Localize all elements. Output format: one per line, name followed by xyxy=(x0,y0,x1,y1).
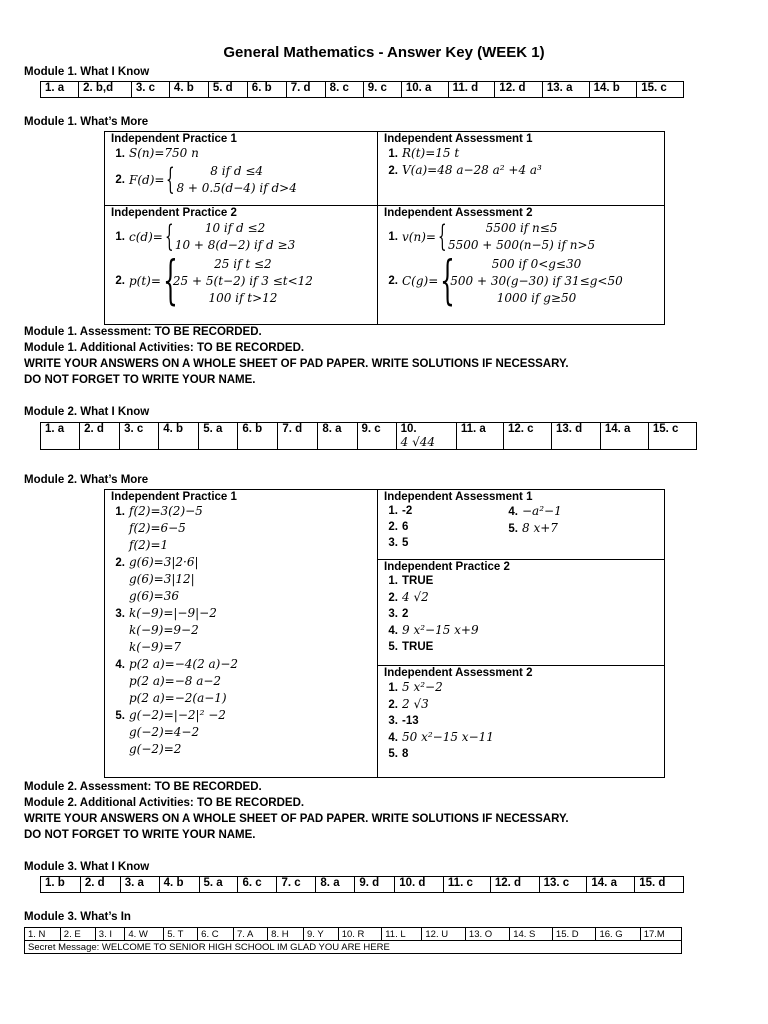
m2-ip1-line xyxy=(111,571,371,588)
m2-more-heading: Module 2. What’s More xyxy=(24,474,149,486)
m2-ia2-answer-3: -13 xyxy=(402,715,419,727)
m3-in-answer-cell: 10. R xyxy=(338,928,382,941)
m2-know-table xyxy=(40,422,697,450)
m2-ia2-answer-4: 50 x²−15 x−11 xyxy=(402,730,494,744)
m3-know-answer-cell: 5. a xyxy=(199,877,238,893)
m2-know-answer-cell: 13. d xyxy=(551,423,600,450)
m3-know-answer-cell: 2. d xyxy=(80,877,120,893)
m3-know-answer-cell: 6. c xyxy=(238,877,277,893)
secret-message: Secret Message: WELCOME TO SENIOR HIGH SCHOOL IM GLAD YOU ARE HERE xyxy=(25,941,682,954)
m1-ip1-answer-2-case-1: 8 if d ≤4 xyxy=(210,164,264,178)
m2-ia1-answer-4: −a²−1 xyxy=(522,504,562,518)
m1-ip2-answer-1-lhs: c(d)= xyxy=(129,230,163,244)
m3-in-answer-cell: 12. U xyxy=(422,928,466,941)
m1-ia2-answer-1-case-2: 5500 + 500(n−5) if n>5 xyxy=(447,238,596,252)
m1-know-table xyxy=(40,81,684,98)
m3-know-answer-cell: 4. b xyxy=(159,877,199,893)
m2-know-answer-cell: 14. a xyxy=(600,423,648,450)
m1-know-heading: Module 1. What I Know xyxy=(24,66,150,78)
m1-know-answer-cell: 13. a xyxy=(542,82,589,98)
m3-know-answer-cell: 9. d xyxy=(355,877,395,893)
m2-ip1-line xyxy=(111,690,371,707)
m2-ip1-line xyxy=(111,741,371,758)
m3-know-answer-cell: 8. a xyxy=(316,877,355,893)
m3-know-answer-cell: 1. b xyxy=(41,877,81,893)
m1-know-answer-cell: 9. c xyxy=(363,82,401,98)
m1-ip2-answer-2-case-3: 100 if t>12 xyxy=(208,290,278,305)
brace-icon: { xyxy=(166,162,176,197)
solution-step: f(2)=3(2)−5 xyxy=(129,504,203,518)
m3-know-answer-cell: 15. d xyxy=(635,877,684,893)
m2-ip1-lines xyxy=(111,503,371,758)
m1-ip2-answer-2-lhs: p(t)= xyxy=(129,274,161,288)
m2-ip2-answer-3: 2 xyxy=(402,608,409,620)
m1-note-additional: Module 1. Additional Activities: TO BE RECORDED. xyxy=(24,342,305,354)
m1-ia2-answer-2-case-3: 1000 if g≥50 xyxy=(496,290,577,305)
m2-note-name: DO NOT FORGET TO WRITE YOUR NAME. xyxy=(24,829,256,841)
page-title: General Mathematics - Answer Key (WEEK 1) xyxy=(223,44,545,61)
m3-in-answer-cell: 7. A xyxy=(233,928,267,941)
m1-notes xyxy=(24,324,569,388)
m2-know-answer-cell: 8. a xyxy=(318,423,357,450)
m2-know-heading: Module 2. What I Know xyxy=(24,406,150,418)
m2-know-answer-cell: 5. a xyxy=(199,423,238,450)
m2-ia2-cell: Independent Assessment 2 1. 5 x²−2 2. 2 √3 3. -13 4. 50 x²−15 x−11 5. 8 xyxy=(378,666,665,778)
m2-notes xyxy=(24,779,569,843)
solution-step: g(−2)=4−2 xyxy=(129,725,200,739)
m1-ia1-cell: Independent Assessment 1 1. R(t)=15 t 2. V(a)=48 a−28 a² +4 a³ xyxy=(378,132,665,206)
m2-ip1-line xyxy=(111,520,371,537)
solution-step: k(−9)=7 xyxy=(129,640,182,654)
m3-in-answer-cell: 4. W xyxy=(125,928,164,941)
brace-icon: { xyxy=(162,251,178,311)
m2-know-answer-cell xyxy=(396,423,456,450)
m2-ip1-line xyxy=(111,588,371,605)
m2-note-additional: Module 2. Additional Activities: TO BE RECORDED. xyxy=(24,797,305,809)
m1-know-answer-cell: 6. b xyxy=(247,82,286,98)
m3-in-answer-cell: 8. H xyxy=(268,928,304,941)
m2-ia2-heading: Independent Assessment 2 xyxy=(384,667,533,679)
m3-in-heading: Module 3. What’s In xyxy=(24,911,131,923)
m2-ip2-answer-1: TRUE xyxy=(402,575,434,587)
m1-know-answer-cell: 11. d xyxy=(448,82,495,98)
m3-in-answer-cell: 1. N xyxy=(25,928,61,941)
m3-know-heading: Module 3. What I Know xyxy=(24,861,150,873)
m3-know-answer-cell: 12. d xyxy=(490,877,539,893)
m1-know-answer-cell: 2. b,d xyxy=(79,82,132,98)
m1-ia2-answer-2-case-2: 500 + 30(g−30) if 31≤g<50 xyxy=(450,273,623,288)
m1-note-assessment: Module 1. Assessment: TO BE RECORDED. xyxy=(24,326,262,338)
m1-ia2-answer-1-lhs: v(n)= xyxy=(402,230,436,244)
m1-ip1-cell: Independent Practice 1 1. S(n)=750 n 2. F(d)= { 8 if d ≤4 8 + 0.5(d−4) if d>4 xyxy=(105,132,378,206)
m3-in-answer-cell: 15. D xyxy=(552,928,596,941)
m2-ia2-answer-1: 5 x²−2 xyxy=(402,680,443,694)
m1-ia2-cell: Independent Assessment 2 1. v(n)= { 5500 if n≤5 5500 + 500(n−5) if n>5 2. C(g)= { 500 if 0<g≤30 500 + 30(g−30) if 31≤g<50 1000 if g≥50 xyxy=(378,206,665,325)
m1-ia1-answer-2: V(a)=48 a−28 a² +4 a³ xyxy=(402,163,542,177)
m2-ip1-line xyxy=(111,554,371,571)
m2-ip1-line xyxy=(111,707,371,724)
m1-ia1-answer-1: R(t)=15 t xyxy=(402,146,460,160)
m3-in-answer-cell: 11. L xyxy=(382,928,422,941)
m3-know-answer-cell: 13. c xyxy=(539,877,587,893)
m1-ia2-answer-2-case-1: 500 if 0<g≤30 xyxy=(491,256,582,271)
solution-step: p(2 a)=−2(a−1) xyxy=(129,691,227,705)
m3-in-table xyxy=(24,927,682,954)
m2-ip1-line xyxy=(111,537,371,554)
m1-ia2-answer-2-lhs: C(g)= xyxy=(402,274,439,288)
m3-in-answer-cell: 16. G xyxy=(596,928,640,941)
item-number: 4. xyxy=(115,659,125,671)
solution-step: k(−9)=9−2 xyxy=(129,623,199,637)
solution-step: f(2)=6−5 xyxy=(129,521,186,535)
m2-ip1-heading: Independent Practice 1 xyxy=(111,491,237,503)
m1-note-write: WRITE YOUR ANSWERS ON A WHOLE SHEET OF PAD PAPER. WRITE SOLUTIONS IF NECESSARY. xyxy=(24,358,569,370)
m2-ia2-answer-5: 8 xyxy=(402,748,409,760)
m2-ip2-answer-5: TRUE xyxy=(402,641,434,653)
m1-ip1-answer-1: S(n)=750 n xyxy=(129,146,199,160)
solution-step: g(6)=36 xyxy=(129,589,180,603)
m2-ip1-line xyxy=(111,605,371,622)
m2-know-answer-10-value: 4 √44 xyxy=(400,435,435,449)
brace-icon: { xyxy=(164,219,174,254)
m1-ip1-answer-2-case-2: 8 + 0.5(d−4) if d>4 xyxy=(176,181,297,195)
m3-in-answer-cell: 6. C xyxy=(198,928,234,941)
m3-in-answer-cell: 3. I xyxy=(95,928,125,941)
m1-ia1-heading: Independent Assessment 1 xyxy=(384,133,533,145)
m1-note-name: DO NOT FORGET TO WRITE YOUR NAME. xyxy=(24,374,256,386)
m2-ip1-line xyxy=(111,724,371,741)
brace-icon: { xyxy=(437,219,447,254)
m3-know-table xyxy=(40,876,684,893)
m2-know-answer-cell: 11. a xyxy=(456,423,503,450)
m2-ia1-answer-1: -2 xyxy=(402,505,413,517)
m3-in-answer-cell: 17.M xyxy=(640,928,681,941)
m2-note-write: WRITE YOUR ANSWERS ON A WHOLE SHEET OF PAD PAPER. WRITE SOLUTIONS IF NECESSARY. xyxy=(24,813,569,825)
m2-ia1-answer-5: 8 x+7 xyxy=(522,521,558,535)
m3-in-answer-cell: 5. T xyxy=(164,928,198,941)
m1-ip2-heading: Independent Practice 2 xyxy=(111,207,237,219)
m1-ip2-answer-2-case-2: 25 + 5(t−2) if 3 ≤t<12 xyxy=(172,273,313,288)
m1-ip2-answer-2-case-1: 25 if t ≤2 xyxy=(214,256,272,271)
m2-ip1-line xyxy=(111,622,371,639)
m3-in-answer-cell: 2. E xyxy=(60,928,95,941)
m3-know-answer-cell: 3. a xyxy=(120,877,159,893)
m2-know-answer-cell: 1. a xyxy=(41,423,80,450)
m2-ip2-answer-2: 4 √2 xyxy=(402,590,429,604)
solution-step: k(−9)=|−9|−2 xyxy=(129,606,217,620)
m1-know-answer-cell: 8. c xyxy=(325,82,363,98)
m1-ip1-answer-2-lhs: F(d)= xyxy=(129,173,165,187)
m3-in-answer-cell: 14. S xyxy=(510,928,553,941)
m1-more-table xyxy=(104,131,665,325)
m1-know-answer-cell: 1. a xyxy=(41,82,79,98)
m2-know-answer-10-label: 10. xyxy=(400,423,417,435)
m2-note-assessment: Module 2. Assessment: TO BE RECORDED. xyxy=(24,781,262,793)
m3-know-answer-cell: 11. c xyxy=(443,877,490,893)
m2-know-answer-cell: 9. c xyxy=(357,423,396,450)
m2-ip2-heading: Independent Practice 2 xyxy=(384,561,510,573)
m3-in-answer-cell: 9. Y xyxy=(303,928,338,941)
m1-know-answer-cell: 12. d xyxy=(495,82,543,98)
m1-more-heading: Module 1. What’s More xyxy=(24,116,149,128)
m1-ip2-cell: Independent Practice 2 1. c(d)= { 10 if d ≤2 10 + 8(d−2) if d ≥3 2. p(t)= { 25 if t ≤2 25 + 5(t−2) if 3 ≤t<12 100 if t>12 xyxy=(105,206,378,325)
item-number: 1. xyxy=(115,506,125,518)
m1-ip1-heading: Independent Practice 1 xyxy=(111,133,237,145)
m1-ip2-answer-1-case-1: 10 if d ≤2 xyxy=(204,221,266,235)
m2-ip1-line xyxy=(111,503,371,520)
m2-know-answer-cell: 2. d xyxy=(80,423,120,450)
m1-know-answer-cell: 15. c xyxy=(637,82,684,98)
solution-step: g(−2)=|−2|² −2 xyxy=(129,708,226,722)
m1-ia2-answer-1-case-1: 5500 if n≤5 xyxy=(485,221,558,235)
m2-ip1-line xyxy=(111,639,371,656)
solution-step: p(2 a)=−4(2 a)−2 xyxy=(129,657,239,671)
m1-ip2-answer-1-case-2: 10 + 8(d−2) if d ≥3 xyxy=(174,238,296,252)
m2-know-answer-cell: 12. c xyxy=(503,423,551,450)
item-number: 3. xyxy=(115,608,125,620)
m2-ip2-answer-4: 9 x²−15 x+9 xyxy=(402,623,479,637)
m2-ia2-answer-2: 2 √3 xyxy=(402,697,429,711)
m2-know-answer-cell: 15. c xyxy=(648,423,696,450)
solution-step: g(6)=3|2·6| xyxy=(129,555,199,569)
m1-know-answer-cell: 10. a xyxy=(401,82,448,98)
solution-step: g(−2)=2 xyxy=(129,742,182,756)
m2-ia1-heading: Independent Assessment 1 xyxy=(384,491,533,503)
item-number: 5. xyxy=(115,710,125,722)
solution-step: p(2 a)=−8 a−2 xyxy=(129,674,222,688)
m3-in-answer-cell: 13. O xyxy=(465,928,509,941)
solution-step: g(6)=3|12| xyxy=(129,572,195,586)
m2-ip1-line xyxy=(111,656,371,673)
m3-know-answer-cell: 10. d xyxy=(395,877,444,893)
m1-know-answer-cell: 5. d xyxy=(208,82,247,98)
m2-ip2-cell: Independent Practice 2 1. TRUE 2. 4 √2 3. 2 4. 9 x²−15 x+9 5. TRUE xyxy=(378,560,665,666)
m1-know-answer-cell: 3. c xyxy=(131,82,169,98)
item-number: 2. xyxy=(115,557,125,569)
m2-ip1-cell xyxy=(105,490,378,778)
m2-know-answer-cell: 4. b xyxy=(159,423,199,450)
m2-more-table xyxy=(104,489,665,778)
m1-know-answer-cell: 14. b xyxy=(589,82,637,98)
m1-ia2-heading: Independent Assessment 2 xyxy=(384,207,533,219)
m1-know-answer-cell: 4. b xyxy=(169,82,208,98)
solution-step: f(2)=1 xyxy=(129,538,169,552)
m2-ia1-answer-3: 5 xyxy=(402,537,409,549)
m2-know-answer-cell: 7. d xyxy=(278,423,318,450)
m1-know-answer-cell: 7. d xyxy=(286,82,325,98)
m2-know-answer-cell: 3. c xyxy=(120,423,159,450)
m2-know-answer-cell: 6. b xyxy=(238,423,278,450)
m3-know-answer-cell: 7. c xyxy=(277,877,316,893)
m2-ip1-line xyxy=(111,673,371,690)
m2-ia1-answer-2: 6 xyxy=(402,521,409,533)
m3-know-answer-cell: 14. a xyxy=(587,877,635,893)
brace-icon: { xyxy=(440,251,456,311)
m2-ia1-cell: Independent Assessment 1 1. -2 2. 6 3. 5 4. −a²−1 5. 8 x+7 xyxy=(378,490,665,560)
